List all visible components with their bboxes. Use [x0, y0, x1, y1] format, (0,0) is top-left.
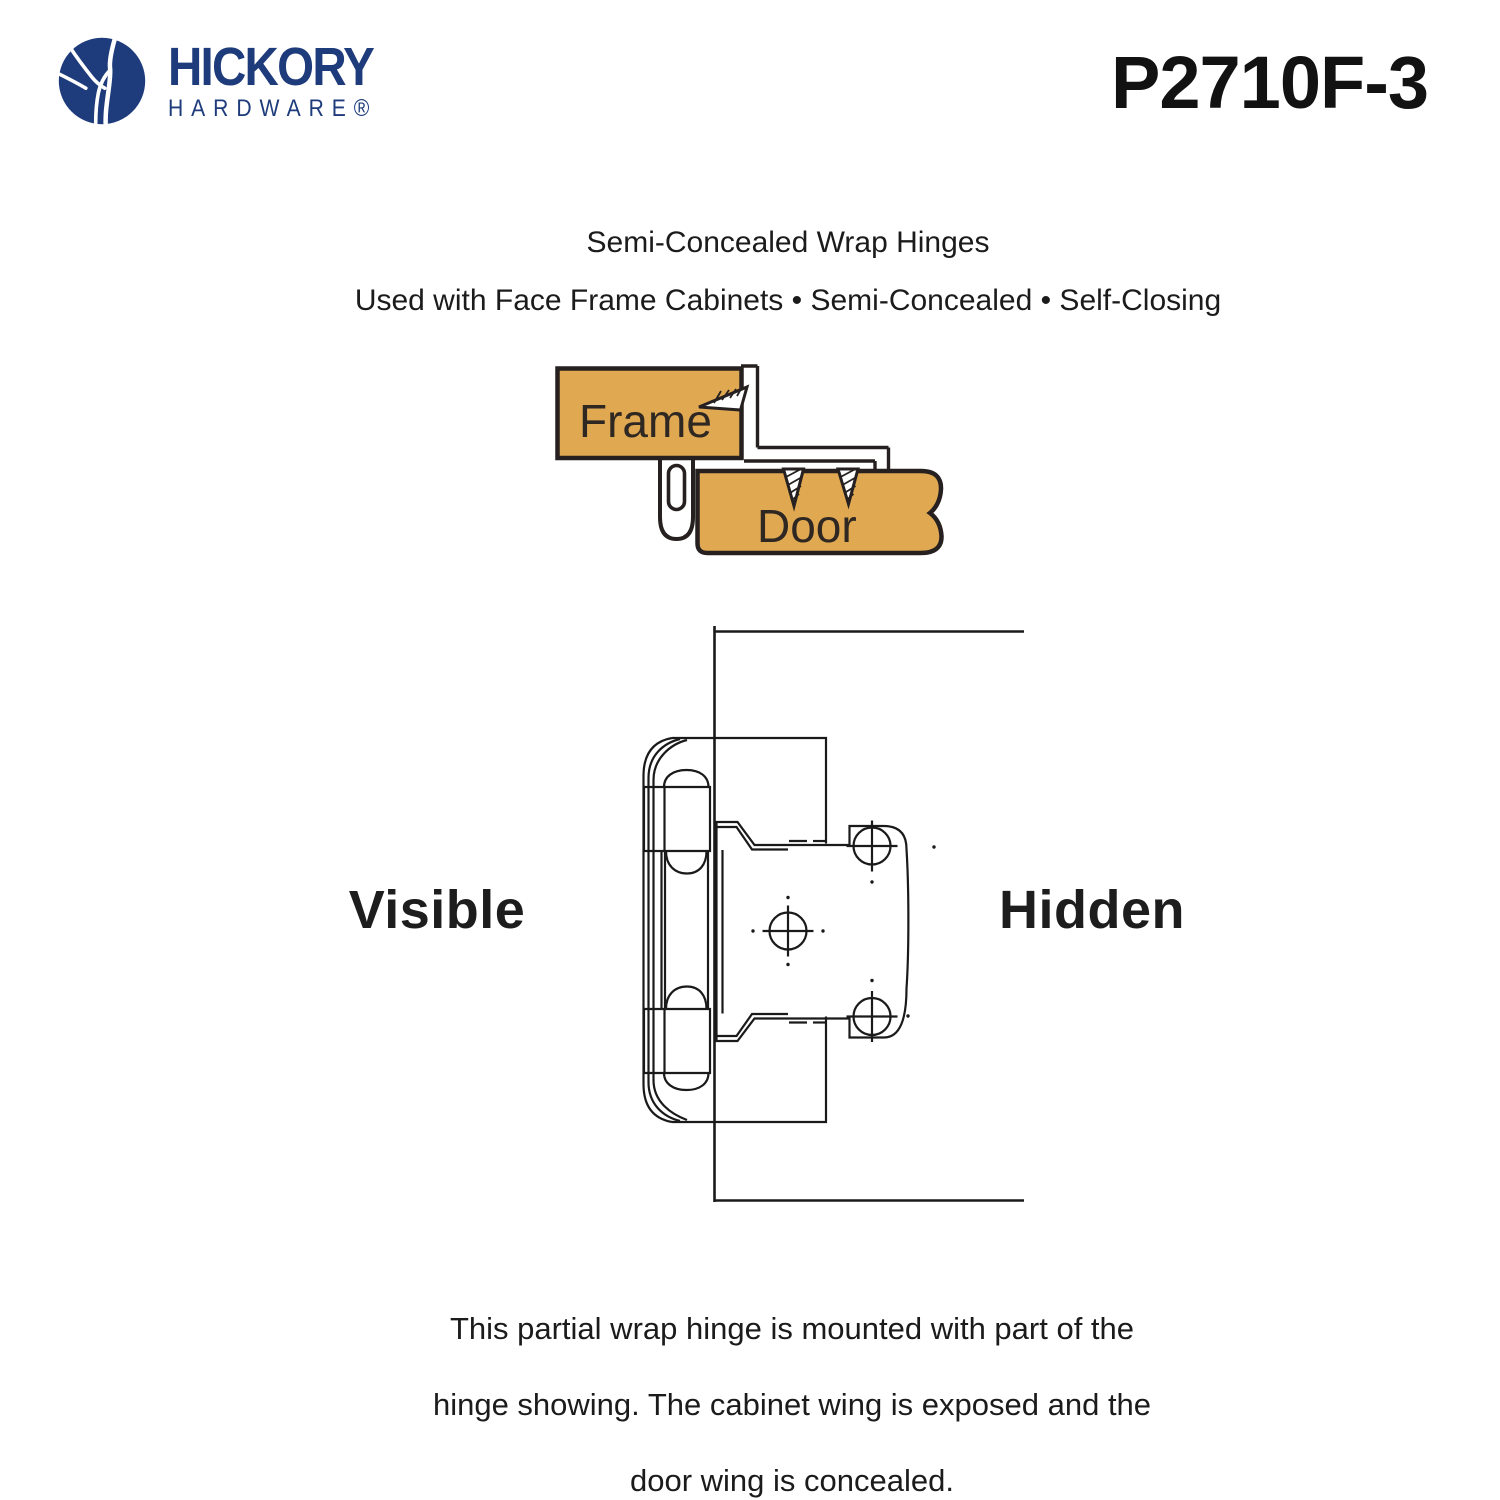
subtitle-line-2: Used with Face Frame Cabinets • Semi-Concealed • Self-Closing — [354, 284, 1222, 317]
brand-name: HICKORY — [168, 37, 374, 97]
hinge-strip — [741, 366, 889, 472]
brand-wordmark — [168, 37, 378, 123]
screw-head-top — [847, 821, 898, 872]
screw-head-bottom — [847, 991, 898, 1042]
hickory-logo-icon — [57, 36, 147, 126]
description-line-1: This partial wrap hinge is mounted with part of the — [449, 1311, 1135, 1346]
screw-head-center — [763, 906, 814, 957]
hidden-label: Hidden — [999, 880, 1185, 940]
knuckle-pin-slot — [669, 466, 685, 510]
brand-subname: HARDWARE® — [168, 95, 378, 122]
subtitle-line-1: Semi-Concealed Wrap Hinges — [586, 226, 990, 259]
visible-label: Visible — [348, 880, 526, 940]
hinge-barrel — [644, 738, 711, 1122]
description-line-3: door wing is concealed. — [630, 1463, 954, 1498]
description-line-2: hinge showing. The cabinet wing is exposed and the — [432, 1387, 1152, 1422]
frame-label: Frame — [579, 395, 712, 447]
subtitle — [76, 226, 1500, 318]
cross-section-diagram — [540, 355, 960, 570]
door-label: Door — [757, 500, 857, 552]
product-code: P2710F-3 — [1111, 41, 1428, 124]
description — [84, 1291, 1500, 1500]
